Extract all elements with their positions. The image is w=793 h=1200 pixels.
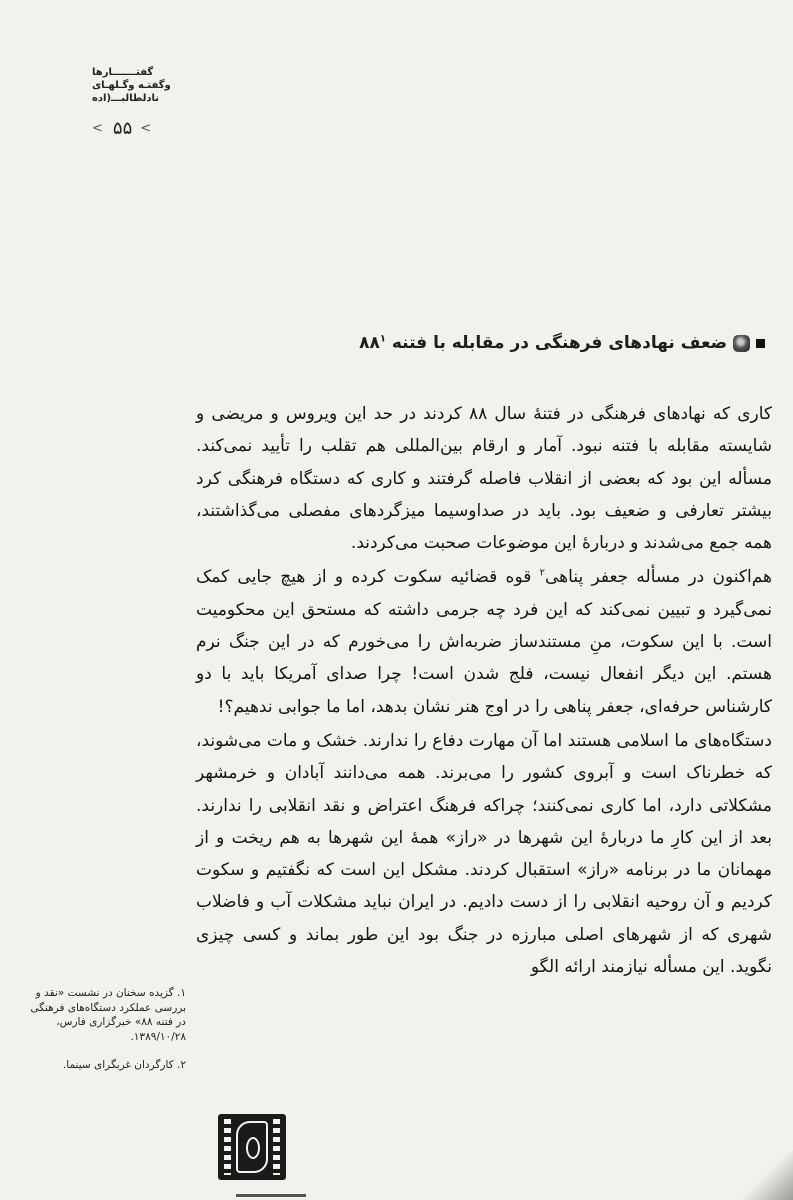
footnote-ref: ۲ <box>539 567 546 579</box>
page-edge-shadow <box>733 1150 793 1200</box>
series-line: وگفتـه وگـلهـای <box>92 80 171 91</box>
paragraph: دستگاه‌های ما اسلامی هستند اما آن مهارت دفاع را ندارند. خشک و مات می‌شوند، که خطرناک است و آبروی کشور را می‌برند. همه می‌دانند آبادان و خرمشهر مشکلاتی دارد، اما کاری نمی‌کنند؛ چراکه فرهنگ اعتراض و نقد انقلابی را ندارند. بعد از این کارِ ما دربارهٔ این شهرها در «راز» همهٔ این شهرها به هم ریخت و از مهمانان ما در برنامه «راز» استقبال کردند. مشکل این است که نگفتیم و سکوت کردیم و آن روحیه انقلابی را از دست دادیم. در ایران نباید مشکلات آب و فاضلاب شهری که از شهرهای اصلی مبارزه در جنگ بود این طور بماند و کسی چیزی نگوید. این مسأله نیازمند ارائه الگو <box>196 730 772 978</box>
page-number-block <box>92 118 153 139</box>
footnote: ۲. کارگردان غربگرای سینما. <box>62 1059 186 1071</box>
section-heading <box>330 333 765 353</box>
footnote-ref: ۱ <box>379 333 386 345</box>
footnote: ۱. گزیده سخنان در نشست «نقد و بررسی عملکرد دستگاه‌های فرهنگی در فتنه ۸۸» خبرگزاری فارس، ۱۳۸۹/۱۰/۲۸. <box>30 987 186 1043</box>
emblem-icon <box>733 335 750 352</box>
series-title <box>92 66 182 105</box>
paragraph: کاری که نهادهای فرهنگی در فتنهٔ سال ۸۸ کردند در حد این ویروس و مریضی و شایسته مقابله با فتنه نبود. آمار و ارقام بین‌المللی هم تقلب را تأیید نمی‌کند. مسأله این بود که بعضی از انقلاب فاصله گرفتند و کاری که دستگاه فرهنگی کرد بیشتر تعارفی و ضعیف بود. باید در صداوسیما میزگردهای مفصلی می‌گذاشتند، همه جمع می‌شدند و دربارهٔ این موضوعات صحبت می‌کردند. <box>196 404 772 554</box>
chevron-left-icon: < <box>92 121 105 136</box>
film-strip-icon <box>224 1119 231 1175</box>
paragraph: هم‌اکنون در مسأله جعفر پناهی$^۲$ قوه قضائیه سکوت کرده و از هیچ جایی کمک نمی‌گیرد و تبیین نمی‌کند که این فرد چه جرمی داشته که مستحق این محکومیت است. با این سکوت، منِ مستندساز ضربه‌اش را می‌خورم که در این جنگ نرم هستم. این دیگر انفعال نیست، فلج شدن است! چرا صدای آمریکا باید با دو کارشناس حرفه‌ای، جعفر پناهی را در اوج هنر نشان بدهد، اما ما جوابی ندهیم؟! <box>196 567 773 717</box>
footnotes <box>28 986 186 1087</box>
chevron-right-icon: < <box>140 121 154 136</box>
bottom-rule <box>236 1194 306 1197</box>
film-strip-icon <box>273 1119 280 1175</box>
page-number: ۵۵ <box>112 118 133 139</box>
raz-film-logo-icon <box>218 1114 286 1180</box>
body-text <box>196 398 772 985</box>
square-bullet-icon <box>756 339 765 348</box>
series-line: نادلطالبـــ(اده <box>92 93 160 104</box>
logo-mark <box>236 1121 268 1173</box>
series-line: گفتـــــــارها <box>92 67 154 78</box>
section-title: ضعف نهادهای فرهنگی در مقابله با فتنه $۸۸^۱$ <box>359 333 727 353</box>
